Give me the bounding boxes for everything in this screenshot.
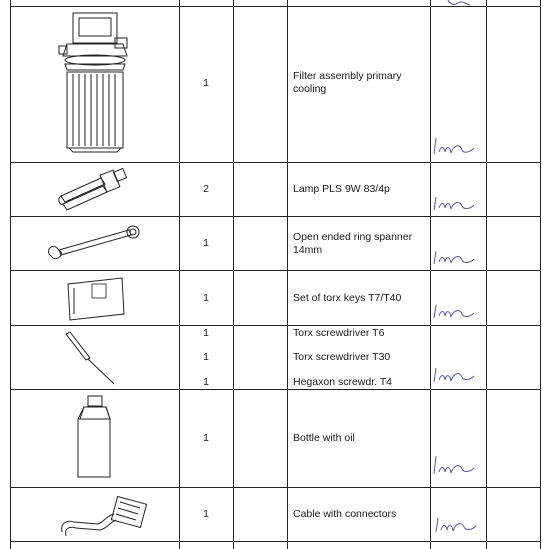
- row-quantity: 1: [203, 77, 209, 89]
- spanner-icon: [45, 222, 145, 264]
- row-divider: [10, 487, 541, 488]
- row-description: Open ended ring spanner 14mm: [293, 231, 413, 256]
- row-description: Cable with connectors: [293, 508, 397, 520]
- row-description: Hegaxon screwdr. T4: [293, 376, 393, 388]
- row-divider: [10, 270, 541, 271]
- row-description: Torx screwdriver T30: [293, 351, 391, 363]
- row-quantity: 1: [203, 237, 209, 249]
- column-divider: [287, 0, 288, 549]
- row-description: Lamp PLS 9W 83/4p: [293, 183, 390, 195]
- screwdriver-icon: [60, 328, 130, 386]
- column-divider: [233, 0, 234, 549]
- handwritten-initials-icon: [430, 132, 480, 158]
- row-description: Set of torx keys T7/T40: [293, 292, 402, 304]
- handwritten-initials-icon: [430, 300, 480, 322]
- handwritten-initials-icon: [430, 450, 480, 478]
- cable-connector-icon: [58, 492, 153, 538]
- row-description: Torx screwdriver T6: [293, 327, 385, 339]
- handwritten-initials-icon: [430, 246, 480, 268]
- table-border-right: [540, 0, 541, 549]
- row-divider: [10, 325, 541, 326]
- oil-bottle-icon: [70, 393, 120, 483]
- filter-housing-icon: [55, 10, 135, 155]
- row-quantity: 1: [203, 327, 209, 339]
- row-quantity: 1: [203, 508, 209, 520]
- row-description: Filter assembly primary cooling: [293, 70, 402, 95]
- handwritten-initials-icon: [432, 512, 480, 536]
- row-quantity: 1: [203, 351, 209, 363]
- row-divider: [10, 389, 541, 390]
- row-quantity: 2: [203, 183, 209, 195]
- row-divider: [10, 541, 541, 542]
- row-quantity: 1: [203, 432, 209, 444]
- row-description: Bottle with oil: [293, 432, 355, 444]
- row-quantity: 1: [203, 292, 209, 304]
- table-border-left: [10, 0, 11, 549]
- torx-key-set-icon: [62, 274, 132, 322]
- row-divider: [10, 162, 541, 163]
- handwritten-initials-icon: [440, 0, 480, 8]
- row-quantity: 1: [203, 376, 209, 388]
- column-divider: [486, 0, 487, 549]
- column-divider: [179, 0, 180, 549]
- handwritten-initials-icon: [430, 192, 480, 214]
- uv-lamp-icon: [55, 166, 135, 212]
- handwritten-initials-icon: [430, 362, 480, 386]
- row-divider: [10, 216, 541, 217]
